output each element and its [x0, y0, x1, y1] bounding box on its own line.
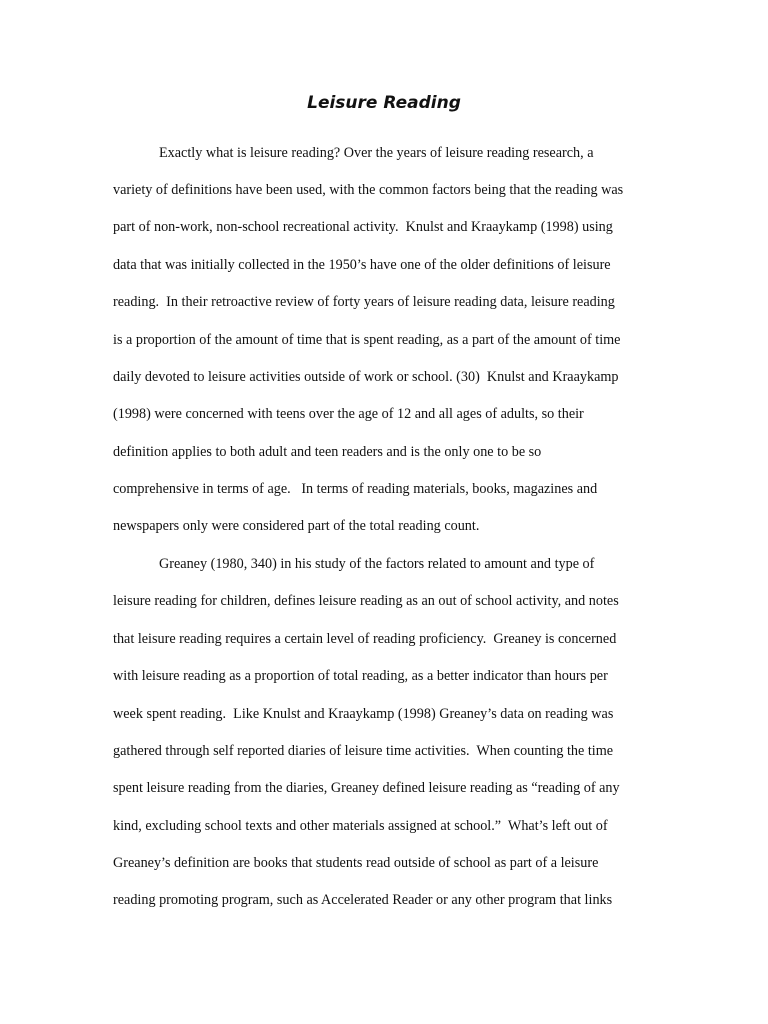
paragraph-1-line-6: is a proportion of the amount of time that is spent reading, as a part of the amount of time	[113, 332, 621, 348]
paragraph-2-line-6: gathered through self reported diaries of leisure time activities. When counting the time	[113, 743, 614, 759]
paragraph-2-line-9: Greaney’s definition are books that students read outside of school as part of a leisure	[113, 855, 599, 871]
paragraph-2-line-5: week spent reading. Like Knulst and Kraaykamp (1998) Greaney’s data on reading was	[113, 706, 614, 722]
paragraph-1-line-5: reading. In their retroactive review of forty years of leisure reading data, leisure reading	[113, 294, 615, 310]
paragraph-2-line-10: reading promoting program, such as Accelerated Reader or any other program that links	[113, 892, 613, 908]
paragraph-2-line-7: spent leisure reading from the diaries, Greaney defined leisure reading as “reading of any	[113, 780, 620, 796]
paragraph-1-line-1: Exactly what is leisure reading? Over the years of leisure reading research, a	[159, 145, 594, 161]
paragraph-2-line-8: kind, excluding school texts and other materials assigned at school.” What’s left out of	[113, 818, 608, 834]
paragraph-1-line-11: newspapers only were considered part of the total reading count.	[113, 518, 480, 534]
paragraph-1-line-9: definition applies to both adult and teen readers and is the only one to be so	[113, 444, 542, 460]
paragraph-2-line-1: Greaney (1980, 340) in his study of the factors related to amount and type of	[159, 556, 595, 572]
paragraph-1-line-2: variety of definitions have been used, with the common factors being that the reading was	[113, 182, 624, 198]
paragraph-2-line-2: leisure reading for children, defines leisure reading as an out of school activity, and notes	[113, 593, 619, 609]
paragraph-2-line-4: with leisure reading as a proportion of total reading, as a better indicator than hours per	[113, 668, 608, 684]
paragraph-1-line-4: data that was initially collected in the 1950’s have one of the older definitions of leisure	[113, 257, 611, 273]
paragraph-1-line-7: daily devoted to leisure activities outside of work or school. (30) Knulst and Kraaykamp	[113, 369, 619, 385]
paragraph-1-line-3: part of non-work, non-school recreational activity. Knulst and Kraaykamp (1998) using	[113, 219, 613, 235]
document-title: Leisure Reading	[307, 93, 461, 113]
paragraph-1-line-8: (1998) were concerned with teens over the age of 12 and all ages of adults, so their	[113, 406, 584, 422]
paragraph-1-line-10: comprehensive in terms of age. In terms of reading materials, books, magazines and	[113, 481, 598, 497]
paragraph-2-line-3: that leisure reading requires a certain level of reading proficiency. Greaney is concerned	[113, 631, 617, 647]
